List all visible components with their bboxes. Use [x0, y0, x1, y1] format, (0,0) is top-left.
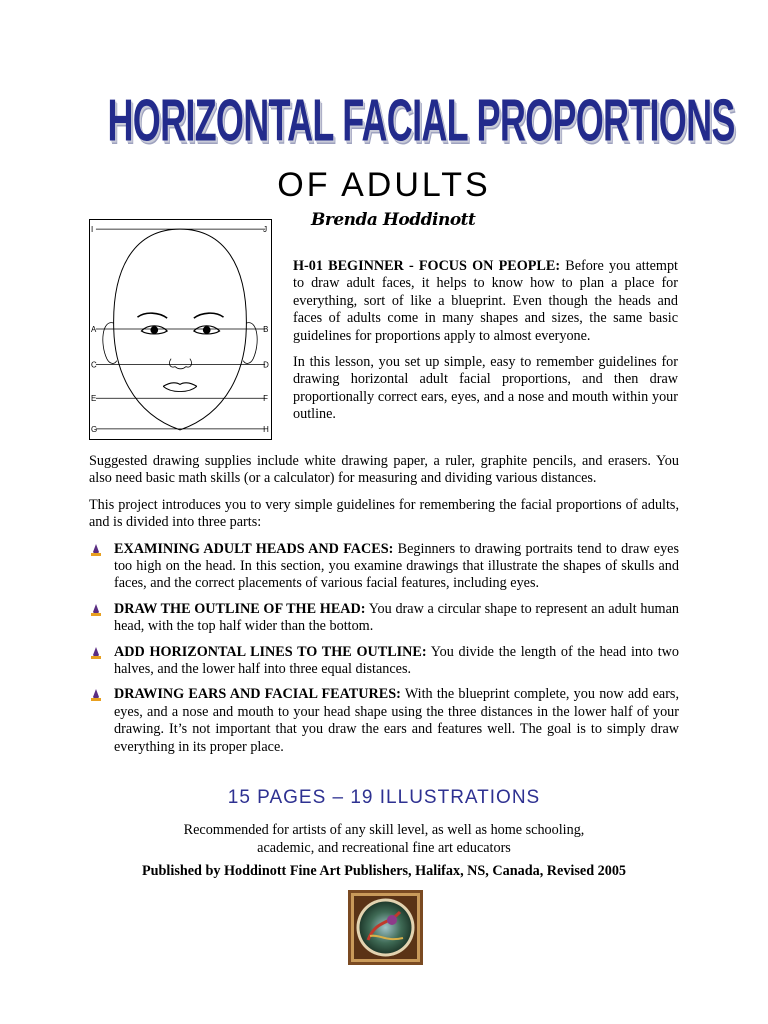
- label-b: B: [263, 324, 269, 334]
- supplies-paragraph: Suggested drawing supplies include white drawing paper, a ruler, graphite pencils, and erasers. You also need basic math skills (or a calculator) for measuring and dividing various distances.: [89, 453, 679, 487]
- face-proportions-illustration: [89, 219, 272, 440]
- pencil-bullet-icon: [89, 688, 103, 702]
- parts-list: [89, 541, 679, 756]
- pencil-bullet-icon: [89, 603, 103, 617]
- publisher-logo: [348, 890, 423, 965]
- document-subtitle: OF ADULTS: [277, 166, 491, 204]
- publisher-line: Published by Hoddinott Fine Art Publishers, Halifax, NS, Canada, Revised 2005: [141, 863, 627, 879]
- lesson-code-heading: H-01 BEGINNER - FOCUS ON PEOPLE:: [293, 258, 561, 274]
- intro-paragraph-1: H-01 BEGINNER - FOCUS ON PEOPLE: Before you attempt to draw adult faces, it helps to know how to plan a place for everything, sort of like a blueprint. Even though the heads and faces of adults come in many shapes and sizes, the same basic guidelines for proportions apply to almost everyone.: [293, 258, 679, 344]
- pencil-bullet-icon: [89, 543, 103, 557]
- label-j: J: [263, 225, 268, 235]
- intro-paragraph-2: In this lesson, you set up simple, easy to remember guidelines for drawing horizontal adult facial proportions, and then draw proportionally correct ears, eyes, and a nose and mouth within your outline.: [293, 354, 678, 423]
- label-e: E: [90, 394, 97, 404]
- document-title: HORIZONTAL FACIAL PROPORTIONS: [107, 87, 735, 154]
- recommendation-text: Recommended for artists of any skill level, as well as home schooling, academic, and recreational fine art educators: [183, 822, 585, 856]
- label-h: H: [263, 424, 269, 434]
- body-section: [89, 453, 679, 764]
- list-item: ADD HORIZONTAL LINES TO THE OUTLINE: You divide the length of the head into two halves, and the lower half into three equal distances.: [89, 644, 679, 679]
- author-name: Brenda Hoddinott: [311, 210, 476, 230]
- list-item: DRAW THE OUTLINE OF THE HEAD: You draw a circular shape to represent an adult human head, with the top half wider than the bottom.: [89, 601, 679, 636]
- list-item: DRAWING EARS AND FACIAL FEATURES: With the blueprint complete, you now add ears, eyes, and a nose and mouth to your head shape using the three distances in the lower half of your drawing. It’s not important that you draw the ears and features well. The goal is to simply draw everything in its proper place.: [89, 686, 679, 756]
- pencil-bullet-icon: [89, 646, 103, 660]
- label-c: C: [90, 360, 97, 370]
- label-a: A: [90, 324, 97, 334]
- label-f: F: [263, 394, 268, 404]
- label-g: G: [90, 424, 98, 434]
- label-d: D: [263, 360, 269, 370]
- overview-paragraph: This project introduces you to very simple guidelines for remembering the facial proportions of adults, and is divided into three parts:: [89, 496, 679, 531]
- page-count-heading: 15 PAGES – 19 ILLUSTRATIONS: [227, 787, 541, 808]
- intro-section: [293, 258, 678, 433]
- label-i: I: [90, 225, 94, 235]
- list-item: EXAMINING ADULT HEADS AND FACES: Beginners to drawing portraits tend to draw eyes too high on the head. In this section, you examine drawings that illustrate the shapes of skulls and faces, and the correct placements of various facial features, including eyes.: [89, 541, 679, 593]
